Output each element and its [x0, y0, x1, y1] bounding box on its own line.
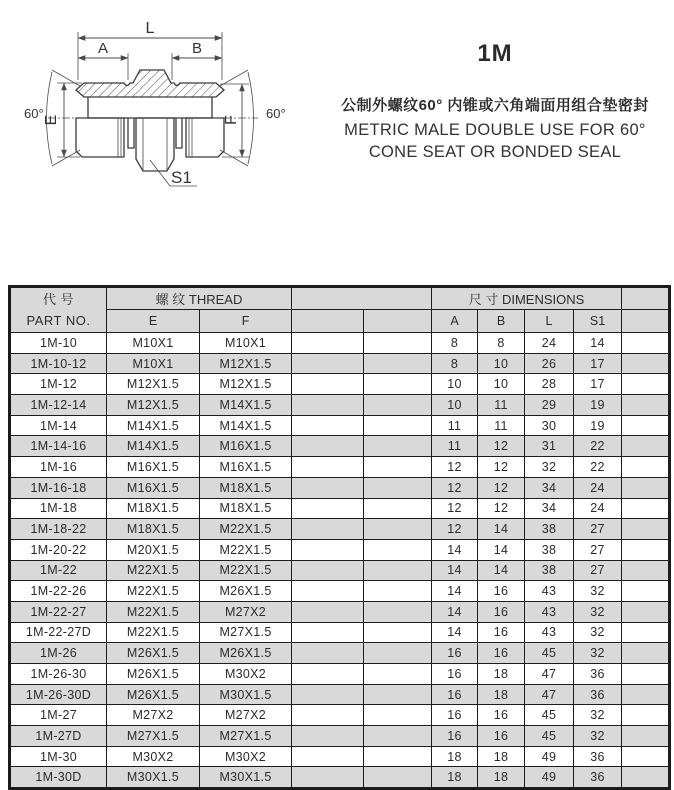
table-cell: 32	[574, 643, 622, 664]
table-cell: 19	[574, 395, 622, 416]
table-row	[10, 436, 670, 457]
table-cell: M26X1.5	[107, 684, 200, 705]
table-cell: 49	[525, 767, 574, 789]
col-header-A: A	[432, 310, 478, 333]
table-cell	[364, 726, 432, 747]
table-cell	[292, 560, 364, 581]
table-cell: 22	[574, 436, 622, 457]
table-cell: 16	[478, 705, 525, 726]
table-cell	[622, 746, 670, 767]
table-cell: 27	[574, 560, 622, 581]
table-cell	[292, 353, 364, 374]
table-cell: 30	[525, 415, 574, 436]
table-row	[10, 374, 670, 395]
table-cell: 1M-14	[10, 415, 107, 436]
table-cell: 1M-12-14	[10, 395, 107, 416]
table-cell: 14	[432, 622, 478, 643]
table-row	[10, 539, 670, 560]
dim-label-F: F	[223, 115, 240, 125]
table-cell: 18	[432, 746, 478, 767]
table-row	[10, 477, 670, 498]
table-cell: M10X1	[107, 333, 200, 354]
table-row	[10, 560, 670, 581]
fitting-technical-drawing	[0, 0, 320, 215]
table-cell	[364, 622, 432, 643]
table-cell: 16	[478, 643, 525, 664]
table-cell: M30X1.5	[200, 684, 292, 705]
table-row	[10, 395, 670, 416]
table-cell: 12	[432, 477, 478, 498]
table-cell	[622, 601, 670, 622]
table-cell: 32	[574, 581, 622, 602]
table-cell	[622, 353, 670, 374]
table-cell	[292, 539, 364, 560]
table-cell	[622, 395, 670, 416]
table-cell	[364, 664, 432, 685]
table-cell: 47	[525, 684, 574, 705]
table-cell: M27X1.5	[200, 726, 292, 747]
body-section-hatched	[76, 70, 224, 97]
table-cell: 17	[574, 374, 622, 395]
table-cell: M22X1.5	[107, 622, 200, 643]
table-cell: 10	[432, 374, 478, 395]
dim-label-A: A	[97, 40, 109, 57]
table-cell: 12	[478, 477, 525, 498]
table-cell	[364, 415, 432, 436]
table-cell: 1M-20-22	[10, 539, 107, 560]
col-header-part-no	[10, 287, 107, 333]
table-cell	[292, 601, 364, 622]
table-row	[10, 767, 670, 789]
table-cell: 8	[478, 333, 525, 354]
table-cell: 47	[525, 664, 574, 685]
table-cell: 1M-10-12	[10, 353, 107, 374]
table-cell	[364, 560, 432, 581]
table-cell	[622, 519, 670, 540]
table-cell: 1M-22-27	[10, 601, 107, 622]
col-group-dimensions: 尺 寸 DIMENSIONS	[432, 287, 622, 310]
table-cell	[622, 560, 670, 581]
dim-label-B: B	[191, 40, 203, 57]
table-row	[10, 684, 670, 705]
table-cell	[364, 767, 432, 789]
table-cell: 32	[574, 601, 622, 622]
table-cell: 32	[525, 457, 574, 478]
table-cell: 14	[432, 581, 478, 602]
table-cell	[292, 477, 364, 498]
table-cell	[622, 643, 670, 664]
table-cell	[622, 622, 670, 643]
table-cell	[292, 622, 364, 643]
table-cell: 1M-12	[10, 374, 107, 395]
table-cell: 27	[574, 519, 622, 540]
table-cell: 1M-16-18	[10, 477, 107, 498]
table-cell: 1M-22-27D	[10, 622, 107, 643]
table-cell: 45	[525, 643, 574, 664]
table-cell	[622, 726, 670, 747]
table-cell: 16	[478, 726, 525, 747]
table-cell: 38	[525, 519, 574, 540]
table-cell: M27X2	[200, 705, 292, 726]
dim-label-L: L	[145, 20, 155, 37]
col-header-S1: S1	[574, 310, 622, 333]
table-cell: 24	[525, 333, 574, 354]
cone-line	[52, 150, 80, 166]
table-cell	[622, 333, 670, 354]
table-cell	[364, 746, 432, 767]
table-cell	[622, 581, 670, 602]
table-cell	[292, 415, 364, 436]
table-cell	[364, 643, 432, 664]
table-cell	[292, 664, 364, 685]
table-cell: M22X1.5	[200, 539, 292, 560]
table-cell: M26X1.5	[200, 643, 292, 664]
table-row	[10, 333, 670, 354]
table-cell	[622, 457, 670, 478]
table-cell	[292, 498, 364, 519]
table-cell	[622, 498, 670, 519]
table-cell: 1M-16	[10, 457, 107, 478]
table-cell: M12X1.5	[200, 374, 292, 395]
table-cell: 22	[574, 457, 622, 478]
table-cell: 18	[478, 746, 525, 767]
table-cell	[364, 436, 432, 457]
table-cell: 38	[525, 539, 574, 560]
table-cell: 26	[525, 353, 574, 374]
table-row	[10, 664, 670, 685]
hex-body	[136, 118, 174, 171]
table-cell: M30X1.5	[107, 767, 200, 789]
table-cell	[292, 436, 364, 457]
table-cell: M14X1.5	[107, 415, 200, 436]
left-groove	[128, 118, 134, 148]
table-cell	[292, 705, 364, 726]
table-cell: 14	[478, 519, 525, 540]
table-cell	[292, 767, 364, 789]
table-cell: M22X1.5	[200, 519, 292, 540]
table-cell: 14	[432, 560, 478, 581]
right-groove	[176, 118, 182, 148]
table-cell: 1M-30D	[10, 767, 107, 789]
table-cell: 18	[478, 664, 525, 685]
table-cell: 14	[432, 601, 478, 622]
table-cell: M14X1.5	[200, 415, 292, 436]
col-header-L: L	[525, 310, 574, 333]
table-cell: M22X1.5	[107, 601, 200, 622]
table-cell: 32	[574, 622, 622, 643]
table-cell	[292, 726, 364, 747]
table-cell: 18	[478, 767, 525, 789]
table-cell: M30X2	[107, 746, 200, 767]
table-cell: M27X2	[200, 601, 292, 622]
table-cell: 16	[478, 622, 525, 643]
table-row	[10, 581, 670, 602]
table-cell	[622, 415, 670, 436]
table-cell: M16X1.5	[200, 436, 292, 457]
table-cell: M18X1.5	[107, 519, 200, 540]
table-cell	[364, 457, 432, 478]
table-row	[10, 622, 670, 643]
table-cell	[622, 684, 670, 705]
table-cell: 34	[525, 498, 574, 519]
table-cell	[622, 539, 670, 560]
table-cell: M10X1	[107, 353, 200, 374]
table-cell: 11	[478, 395, 525, 416]
table-cell: M12X1.5	[200, 353, 292, 374]
table-cell: M14X1.5	[107, 436, 200, 457]
table-cell: M20X1.5	[107, 539, 200, 560]
col-group-blank	[292, 287, 432, 310]
table-cell	[364, 601, 432, 622]
cone-line	[52, 70, 80, 86]
table-cell: M18X1.5	[107, 498, 200, 519]
table-cell: 14	[574, 333, 622, 354]
table-cell	[364, 581, 432, 602]
col-header-E: E	[107, 310, 200, 333]
table-cell: 1M-22-26	[10, 581, 107, 602]
cone-line	[220, 150, 248, 166]
table-cell: 19	[574, 415, 622, 436]
table-row	[10, 601, 670, 622]
table-cell: 32	[574, 705, 622, 726]
table-cell	[364, 353, 432, 374]
table-cell: M16X1.5	[200, 457, 292, 478]
table-cell: M22X1.5	[200, 560, 292, 581]
table-cell: 27	[574, 539, 622, 560]
table-cell: M30X1.5	[200, 767, 292, 789]
table-cell: M27X1.5	[200, 622, 292, 643]
table-row	[10, 353, 670, 374]
table-cell: 16	[432, 664, 478, 685]
title-block	[320, 40, 670, 165]
dim-label-E: E	[43, 114, 60, 126]
table-row	[10, 457, 670, 478]
table-cell: 24	[574, 477, 622, 498]
table-cell	[622, 705, 670, 726]
table-cell: 43	[525, 581, 574, 602]
subtitle-english-line2: CONE SEAT OR BONDED SEAL	[368, 143, 622, 161]
table-cell: M16X1.5	[107, 477, 200, 498]
table-cell: M30X2	[200, 664, 292, 685]
table-cell: M12X1.5	[107, 395, 200, 416]
table-cell: 12	[478, 498, 525, 519]
table-cell: 12	[432, 519, 478, 540]
table-cell: 14	[432, 539, 478, 560]
table-cell: M26X1.5	[107, 643, 200, 664]
table-cell: 12	[432, 457, 478, 478]
table-cell: 43	[525, 601, 574, 622]
table-cell: 28	[525, 374, 574, 395]
table-cell	[364, 395, 432, 416]
table-cell: 45	[525, 726, 574, 747]
table-row	[10, 415, 670, 436]
table-header-sub-row	[10, 310, 670, 333]
table-cell: 1M-22	[10, 560, 107, 581]
table-cell	[364, 333, 432, 354]
table-cell: 12	[478, 457, 525, 478]
table-cell	[292, 746, 364, 767]
table-cell: 12	[478, 436, 525, 457]
table-cell: 16	[432, 643, 478, 664]
table-cell	[364, 684, 432, 705]
table-cell: 36	[574, 746, 622, 767]
table-cell: 10	[432, 395, 478, 416]
table-cell	[622, 436, 670, 457]
table-cell: 1M-10	[10, 333, 107, 354]
table-cell	[292, 333, 364, 354]
table-cell: M22X1.5	[107, 581, 200, 602]
table-cell: M14X1.5	[200, 395, 292, 416]
table-cell: 18	[432, 767, 478, 789]
table-cell: 11	[478, 415, 525, 436]
table-cell: 1M-30	[10, 746, 107, 767]
table-cell: 17	[574, 353, 622, 374]
table-cell	[292, 395, 364, 416]
col-header-blank-3	[622, 310, 670, 333]
table-cell: M10X1	[200, 333, 292, 354]
table-cell	[292, 581, 364, 602]
dimensions-table	[8, 285, 671, 790]
table-cell	[364, 539, 432, 560]
subtitle-english-line1: METRIC MALE DOUBLE USE FOR 60°	[344, 121, 646, 139]
col-group-blank-right	[622, 287, 670, 310]
left-thread-end	[76, 118, 124, 157]
table-cell: 29	[525, 395, 574, 416]
table-cell: 14	[478, 539, 525, 560]
table-cell: 36	[574, 664, 622, 685]
table-cell: 16	[432, 705, 478, 726]
cone-angle-label-left: 60°	[24, 106, 44, 121]
table-cell: M27X1.5	[107, 726, 200, 747]
col-group-thread: 螺 纹 THREAD	[107, 287, 292, 310]
table-cell: M26X1.5	[200, 581, 292, 602]
col-header-F: F	[200, 310, 292, 333]
table-cell: M12X1.5	[107, 374, 200, 395]
table-cell: 10	[478, 353, 525, 374]
table-cell: 11	[432, 415, 478, 436]
table-cell	[364, 374, 432, 395]
table-cell	[292, 643, 364, 664]
table-cell: 1M-14-16	[10, 436, 107, 457]
table-cell: 1M-27	[10, 705, 107, 726]
table-cell: 49	[525, 746, 574, 767]
table-cell: M18X1.5	[200, 498, 292, 519]
table-cell: 18	[478, 684, 525, 705]
table-cell	[622, 664, 670, 685]
table-cell: 45	[525, 705, 574, 726]
table-cell	[292, 457, 364, 478]
table-cell: M26X1.5	[107, 664, 200, 685]
table-row	[10, 498, 670, 519]
table-row	[10, 705, 670, 726]
table-row	[10, 726, 670, 747]
part-no-cn: 代 号	[42, 292, 75, 307]
table-cell	[364, 705, 432, 726]
table-cell: 36	[574, 767, 622, 789]
table-cell	[292, 519, 364, 540]
table-row	[10, 643, 670, 664]
table-cell: M16X1.5	[107, 457, 200, 478]
table-cell: M22X1.5	[107, 560, 200, 581]
table-row	[10, 746, 670, 767]
cone-angle-label-right: 60°	[266, 106, 286, 121]
table-cell	[622, 477, 670, 498]
table-cell: 8	[432, 353, 478, 374]
table-cell: M18X1.5	[200, 477, 292, 498]
table-cell: 1M-18-22	[10, 519, 107, 540]
table-cell: 36	[574, 684, 622, 705]
table-cell	[364, 498, 432, 519]
table-cell: 31	[525, 436, 574, 457]
table-cell	[622, 767, 670, 789]
model-number: 1M	[477, 40, 513, 67]
col-header-blank-2	[364, 310, 432, 333]
table-cell: 16	[478, 601, 525, 622]
body-inner-walls	[88, 97, 212, 118]
table-cell: 24	[574, 498, 622, 519]
table-cell: 1M-26-30D	[10, 684, 107, 705]
col-header-B: B	[478, 310, 525, 333]
table-cell: 1M-26	[10, 643, 107, 664]
table-cell: 14	[478, 560, 525, 581]
part-no-en: PART NO.	[26, 313, 91, 328]
table-cell: 12	[432, 498, 478, 519]
table-cell: 43	[525, 622, 574, 643]
table-cell: M27X2	[107, 705, 200, 726]
table-cell: 16	[478, 581, 525, 602]
table-cell: 1M-26-30	[10, 664, 107, 685]
table-cell: 32	[574, 726, 622, 747]
table-cell: 11	[432, 436, 478, 457]
table-cell: 38	[525, 560, 574, 581]
subtitle-chinese: 公制外螺纹60° 内锥或六角端面用组合垫密封	[341, 97, 649, 114]
table-cell: 8	[432, 333, 478, 354]
table-cell	[364, 477, 432, 498]
table-cell	[622, 374, 670, 395]
table-row	[10, 519, 670, 540]
table-cell	[292, 684, 364, 705]
table-cell: 34	[525, 477, 574, 498]
table-cell: M30X2	[200, 746, 292, 767]
table-cell: 10	[478, 374, 525, 395]
table-cell: 16	[432, 726, 478, 747]
table-body	[10, 333, 670, 789]
table-cell	[364, 519, 432, 540]
table-cell	[292, 374, 364, 395]
table-cell: 1M-18	[10, 498, 107, 519]
col-header-blank-1	[292, 310, 364, 333]
table-cell: 16	[432, 684, 478, 705]
table-cell: 1M-27D	[10, 726, 107, 747]
hex-label-S1: S1	[171, 168, 192, 187]
table-header-group-row	[10, 287, 670, 310]
